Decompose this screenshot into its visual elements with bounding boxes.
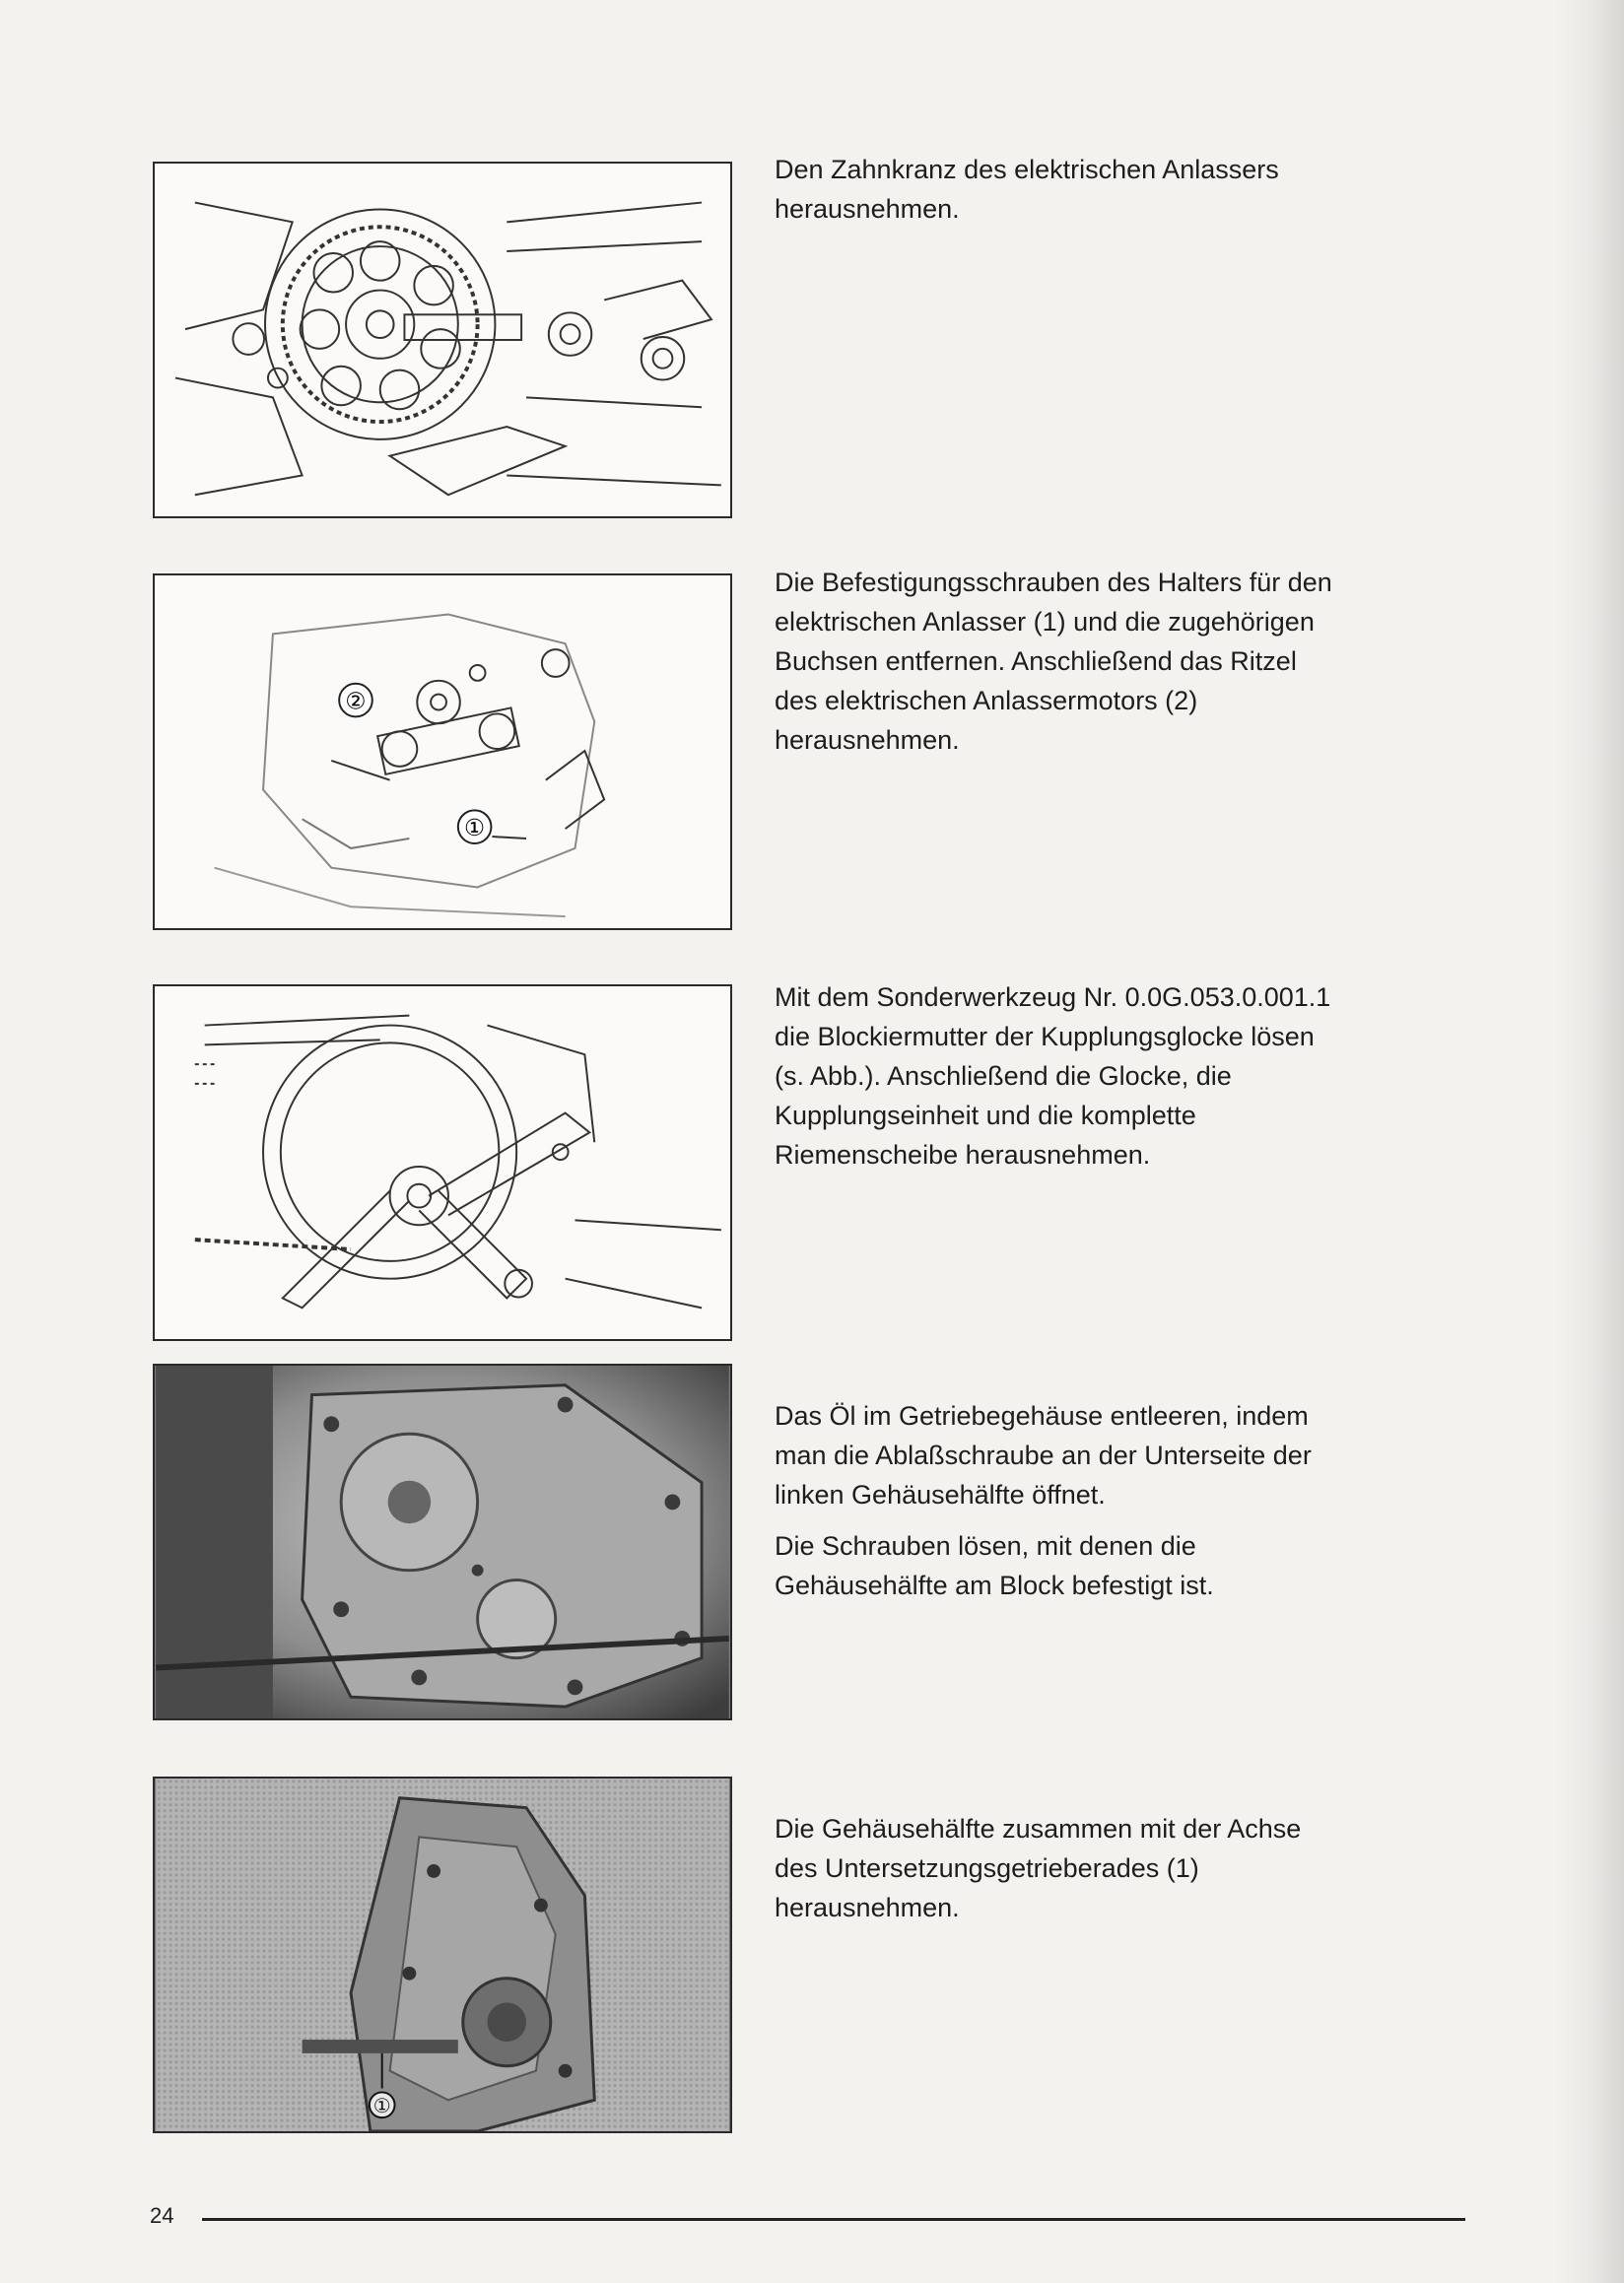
step-4-paragraph-2: Die Schrauben lösen, mit denen die Gehäusehälfte am Block befestigt ist. <box>775 1531 1214 1600</box>
step-3-text <box>775 977 1484 1186</box>
step-4-paragraph-1: Das Öl im Getriebegehäuse entleeren, indem man die Ablaßschraube an der Unterseite der linken Gehäusehälfte öffnet. <box>775 1401 1312 1510</box>
step-3-paragraph: Mit dem Sonderwerkzeug Nr. 0.0G.053.0.001.1 die Blockiermutter der Kupplungsglocke lösen (s. Abb.). Anschließend die Glocke, die Kupplungseinheit und die komplette Riemenscheibe herausnehmen. <box>775 982 1331 1170</box>
step-4-text <box>775 1396 1484 1617</box>
page-gutter-shadow <box>1555 0 1624 2283</box>
figure-clutch-bell-tool <box>153 984 732 1341</box>
callout-2-label: ② <box>345 689 367 715</box>
photo-gearbox-housing <box>153 1364 732 1720</box>
step-2-text <box>775 563 1484 772</box>
step-1-text <box>775 150 1484 240</box>
step-5-text <box>775 1809 1484 1939</box>
page-number: 24 <box>150 2203 174 2228</box>
clutch-bell-tool-drawing <box>155 986 730 1339</box>
housing-half-photo <box>155 1779 730 2131</box>
footer-rule <box>202 2218 1465 2221</box>
step-1-paragraph: Den Zahnkranz des elektrischen Anlassers herausnehmen. <box>775 155 1279 224</box>
callout-1-label: ① <box>464 816 486 842</box>
step-2-paragraph: Die Befestigungsschrauben des Halters für den elektrischen Anlasser (1) und die zugehörigen Buchsen entfernen. Anschließend das Ritzel des elektrischen Anlassermotors (2) herausnehmen. <box>775 568 1332 755</box>
step-5-paragraph: Die Gehäusehälfte zusammen mit der Achse des Untersetzungsgetrieberades (1) herausnehmen. <box>775 1814 1302 1922</box>
photo-housing-half-with-axle <box>153 1777 732 2133</box>
starter-ring-gear-drawing <box>155 164 730 516</box>
figure-starter-bracket <box>153 573 732 930</box>
gearbox-housing-photo <box>155 1366 730 1718</box>
figure-starter-ring-gear <box>153 162 732 518</box>
starter-bracket-drawing <box>155 575 730 928</box>
callout-1-label: ① <box>372 2096 391 2118</box>
